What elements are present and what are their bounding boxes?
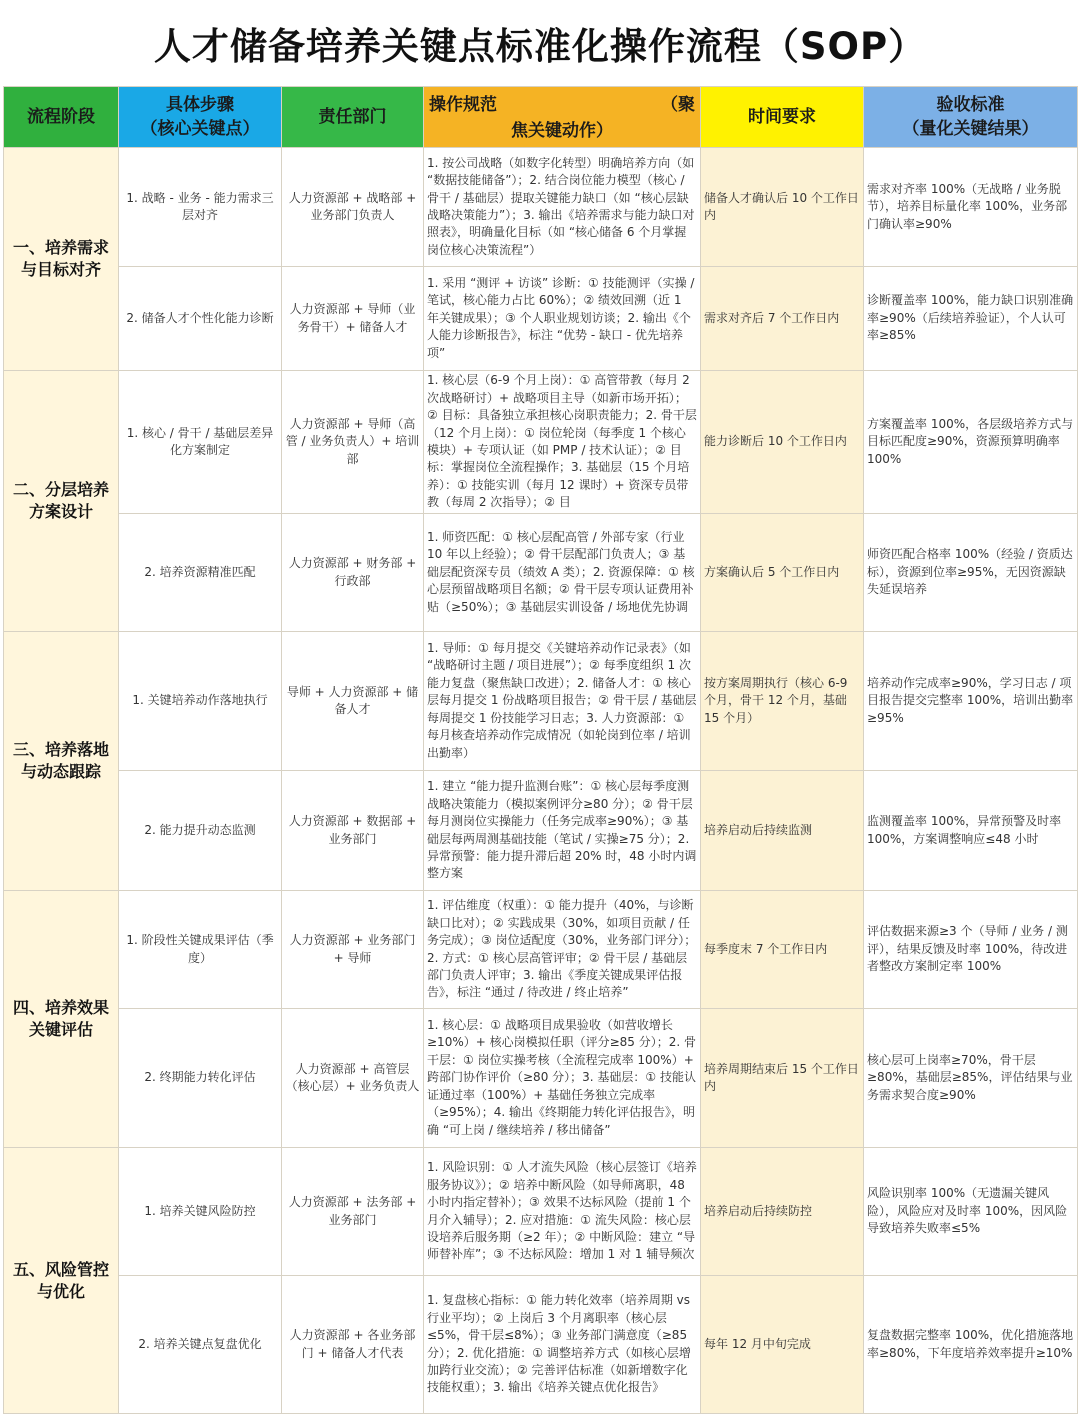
header-spec-c: 焦关键动作）: [511, 121, 613, 141]
dept-cell: 人力资源部 + 高管层（核心层）+ 业务负责人: [282, 1009, 424, 1148]
dept-cell: 人力资源部 + 数据部 + 业务部门: [282, 771, 424, 891]
header-accept-line2: （量化关键结果）: [902, 119, 1039, 139]
header-accept: [864, 87, 1078, 148]
step-cell: 1. 阶段性关键成果评估（季度）: [119, 891, 282, 1009]
header-accept-line1: 验收标准: [936, 95, 1005, 115]
dept-cell: 人力资源部 + 业务部门 + 导师: [282, 891, 424, 1009]
dept-cell: 人力资源部 + 导师（业务骨干）+ 储备人才: [282, 267, 424, 371]
table-row: [4, 891, 1078, 1009]
spec-cell: 1. 评估维度（权重）：① 能力提升（40%，与诊断缺口比对）；② 实践成果（30%，如项目贡献 / 任务完成）；③ 岗位适配度（30%，业务部门评分）；2. 方式：① 核心层高管评审；② 骨干层 / 基础层部门负责人评审；3. 输出《季度关键成果评估报告》，标注 “通过 / 待改进 / 终止培养”: [424, 891, 701, 1009]
accept-cell: 风险识别率 100%（无遗漏关键风险），风险应对及时率 100%，因风险导致培养失败率≤5%: [864, 1148, 1078, 1276]
time-cell: 每年 12 月中旬完成: [701, 1276, 864, 1414]
spec-cell: 1. 导师：① 每月提交《关键培养动作记录表》（如 “战略研讨主题 / 项目进展”）；② 每季度组织 1 次能力复盘（聚焦缺口改进）；2. 储备人才：① 核心层每月提交 1 份战略项目报告；② 骨干层 / 基础层每周提交 1 份技能学习日志；3. 人力资源部：① 每月核查培养动作完成情况（如轮岗到位率 / 培训出勤率）: [424, 632, 701, 771]
spec-cell: 1. 采用 “测评 + 访谈” 诊断：① 技能测评（实操 / 笔试，核心能力占比 60%）；② 绩效回溯（近 1 年关键成果）；③ 个人职业规划访谈；2. 输出《个人能力诊断报告》，标注 “优势 - 缺口 - 优先培养项”: [424, 267, 701, 371]
accept-cell: 核心层可上岗率≥70%，骨干层≥80%，基础层≥85%，评估结果与业务需求契合度≥90%: [864, 1009, 1078, 1148]
spec-cell: 1. 师资匹配：① 核心层配高管 / 外部专家（行业 10 年以上经验）；② 骨干层配部门负责人；③ 基础层配资深专员（绩效 A 类）；2. 资源保障：① 核心层预留战略项目名额；② 骨干层专项认证费用补贴（≥50%）；③ 基础层实训设备 / 场地优先协调: [424, 514, 701, 632]
step-cell: 1. 战略 - 业务 - 能力需求三层对齐: [119, 148, 282, 267]
header-time: 时间要求: [701, 87, 864, 148]
spec-cell: 1. 核心层（6-9 个月上岗）：① 高管带教（每月 2 次战略研讨）+ 战略项目主导（如新市场开拓）；② 目标：具备独立承担核心岗职责能力；2. 骨干层（12 个月上岗）：① 岗位轮岗（每季度 1 个核心模块）+ 专项认证（如 PMP / 技术认证）；② 目标：掌握岗位全流程操作；3. 基础层（15 个月培养）：① 技能实训（每月 12 课时）+ 资深专员带教（每周 2 次指导）；② 目: [424, 371, 701, 514]
table-row: [4, 1009, 1078, 1148]
dept-cell: 人力资源部 + 各业务部门 + 储备人才代表: [282, 1276, 424, 1414]
header-spec: [424, 87, 701, 148]
table-row: [4, 1276, 1078, 1414]
time-cell: 能力诊断后 10 个工作日内: [701, 371, 864, 514]
step-cell: 1. 培养关键风险防控: [119, 1148, 282, 1276]
step-cell: 2. 储备人才个性化能力诊断: [119, 267, 282, 371]
spec-cell: 1. 建立 “能力提升监测台账”：① 核心层每季度测战略决策能力（模拟案例评分≥80 分）；② 骨干层每月测岗位实操能力（任务完成率≥90%）；③ 基础层每两周测基础技能（笔试 / 实操≥75 分）；2. 异常预警：能力提升滞后超 20% 时，48 小时内调整方案: [424, 771, 701, 891]
accept-cell: 师资匹配合格率 100%（经验 / 资质达标），资源到位率≥95%，无因资源缺失延误培养: [864, 514, 1078, 632]
accept-cell: 评估数据来源≥3 个（导师 / 业务 / 测评），结果反馈及时率 100%，待改进者整改方案制定率 100%: [864, 891, 1078, 1009]
accept-cell: 复盘数据完整率 100%，优化措施落地率≥80%，下年度培养效率提升≥10%: [864, 1276, 1078, 1414]
dept-cell: 人力资源部 + 财务部 + 行政部: [282, 514, 424, 632]
header-stage: 流程阶段: [4, 87, 119, 148]
step-cell: 2. 能力提升动态监测: [119, 771, 282, 891]
spec-cell: 1. 核心层：① 战略项目成果验收（如营收增长≥10%）+ 核心岗模拟任职（评分≥85 分）；2. 骨干层：① 岗位实操考核（全流程完成率 100%）+ 跨部门协作评价（≥80 分）；3. 基础层：① 技能认证通过率（100%）+ 基础任务独立完成率（≥95%）；4. 输出《终期能力转化评估报告》，明确 “可上岗 / 继续培养 / 移出储备”: [424, 1009, 701, 1148]
header-step: [119, 87, 282, 148]
table-row: [4, 371, 1078, 514]
accept-cell: 培养动作完成率≥90%，学习日志 / 项目报告提交完整率 100%，培训出勤率≥95%: [864, 632, 1078, 771]
time-cell: 培养启动后持续监测: [701, 771, 864, 891]
header-dept: 责任部门: [282, 87, 424, 148]
accept-cell: 需求对齐率 100%（无战略 / 业务脱节），培养目标量化率 100%，业务部门确认率≥90%: [864, 148, 1078, 267]
step-cell: 2. 培养关键点复盘优化: [119, 1276, 282, 1414]
step-cell: 1. 核心 / 骨干 / 基础层差异化方案制定: [119, 371, 282, 514]
accept-cell: 诊断覆盖率 100%，能力缺口识别准确率≥90%（后续培养验证），个人认可率≥85%: [864, 267, 1078, 371]
header-step-line2: （核心关键点）: [140, 119, 260, 139]
accept-cell: 方案覆盖率 100%，各层级培养方式与目标匹配度≥90%，资源预算明确率 100%: [864, 371, 1078, 514]
header-row: [4, 87, 1078, 148]
header-spec-b: （聚: [661, 95, 695, 115]
spec-cell: 1. 风险识别：① 人才流失风险（核心层签订《培养服务协议》）；② 培养中断风险（如导师离职，48 小时内指定替补）；③ 效果不达标风险（提前 1 个月介入辅导）；2. 应对措施：① 流失风险：核心层设培养后服务期（≥2 年）；② 中断风险：建立 “导师替补库”；③ 不达标风险：增加 1 对 1 辅导频次: [424, 1148, 701, 1276]
time-cell: 方案确认后 5 个工作日内: [701, 514, 864, 632]
spec-cell: 1. 按公司战略（如数字化转型）明确培养方向（如 “数据技能储备”）；2. 结合岗位能力模型（核心 / 骨干 / 基础层）提取关键能力缺口（如 “核心层缺战略决策能力”）；3. 输出《培养需求与能力缺口对照表》，明确量化目标（如 “核心储备 6 个月掌握岗位核心决策流程”）: [424, 148, 701, 267]
sop-table: [3, 86, 1078, 1414]
time-cell: 每季度末 7 个工作日内: [701, 891, 864, 1009]
time-cell: 按方案周期执行（核心 6-9 个月，骨干 12 个月，基础 15 个月）: [701, 632, 864, 771]
header-step-line1: 具体步骤: [166, 95, 234, 115]
time-cell: 储备人才确认后 10 个工作日内: [701, 148, 864, 267]
table-row: [4, 632, 1078, 771]
dept-cell: 人力资源部 + 战略部 + 业务部门负责人: [282, 148, 424, 267]
stage-cell: 一、培养需求 与目标对齐: [4, 148, 119, 371]
spec-cell: 1. 复盘核心指标：① 能力转化效率（培养周期 vs 行业平均）；② 上岗后 3 个月离职率（核心层≤5%，骨干层≤8%）；③ 业务部门满意度（≥85 分）；2. 优化措施：① 调整培养方式（如核心层增加跨行业交流）；② 完善评估标准（如新增数字化技能权重）；3. 输出《培养关键点优化报告》: [424, 1276, 701, 1414]
table-row: [4, 514, 1078, 632]
table-row: [4, 771, 1078, 891]
time-cell: 培养周期结束后 15 个工作日内: [701, 1009, 864, 1148]
time-cell: 需求对齐后 7 个工作日内: [701, 267, 864, 371]
header-spec-a: 操作规范: [429, 95, 497, 115]
stage-cell: 四、培养效果 关键评估: [4, 891, 119, 1148]
page-title: 人才储备培养关键点标准化操作流程（SOP）: [153, 25, 927, 68]
table-row: [4, 1148, 1078, 1276]
step-cell: 1. 关键培养动作落地执行: [119, 632, 282, 771]
stage-cell: 五、风险管控 与优化: [4, 1148, 119, 1414]
step-cell: 2. 培养资源精准匹配: [119, 514, 282, 632]
stage-cell: 三、培养落地 与动态跟踪: [4, 632, 119, 891]
accept-cell: 监测覆盖率 100%，异常预警及时率 100%，方案调整响应≤48 小时: [864, 771, 1078, 891]
stage-cell: 二、分层培养 方案设计: [4, 371, 119, 632]
table-row: [4, 267, 1078, 371]
time-cell: 培养启动后持续防控: [701, 1148, 864, 1276]
dept-cell: 人力资源部 + 法务部 + 业务部门: [282, 1148, 424, 1276]
table-row: [4, 148, 1078, 267]
dept-cell: 导师 + 人力资源部 + 储备人才: [282, 632, 424, 771]
dept-cell: 人力资源部 + 导师（高管 / 业务负责人）+ 培训部: [282, 371, 424, 514]
step-cell: 2. 终期能力转化评估: [119, 1009, 282, 1148]
